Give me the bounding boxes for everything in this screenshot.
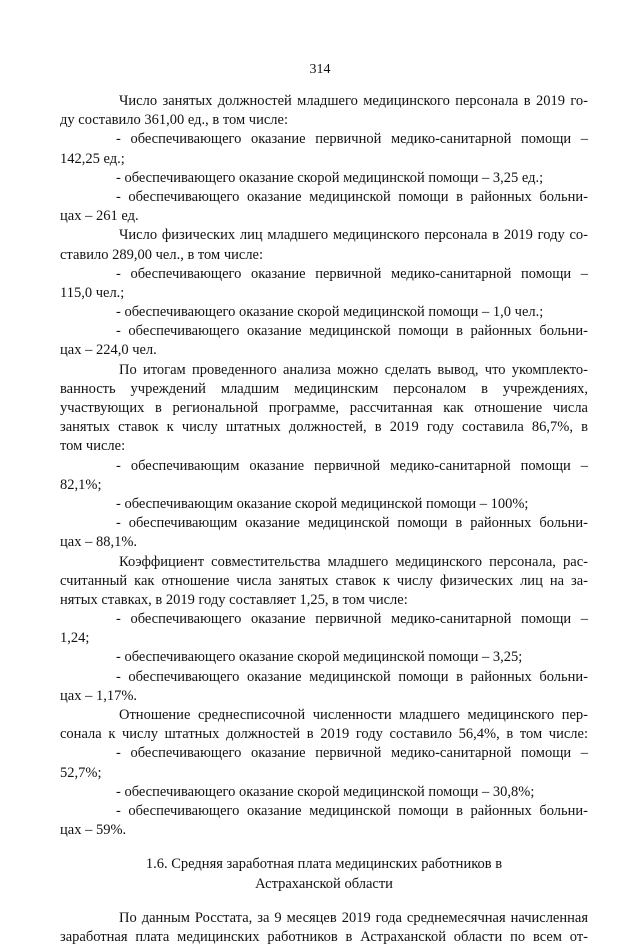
page-number: 314 bbox=[309, 62, 331, 77]
text-line: 1,24; bbox=[60, 630, 90, 647]
text-line: - обеспечивающего оказание первичной медико-санитарной помощи – bbox=[116, 745, 588, 762]
text-line: занятых ставок к числу штатных должностей, в 2019 году составила 86,7%, в bbox=[60, 419, 588, 436]
text-line: Число занятых должностей младшего медицинского персонала в 2019 го- bbox=[119, 93, 588, 109]
text-line: Отношение среднесписочной численности младшего медицинского пер- bbox=[119, 707, 588, 723]
text-line: - обеспечивающим оказание первичной медико-санитарной помощи – bbox=[116, 457, 588, 474]
text-line: 142,25 ед.; bbox=[60, 150, 125, 167]
text-line: цах – 88,1%. bbox=[60, 534, 138, 551]
text-line: Астраханской области bbox=[255, 875, 393, 892]
text-line: сонала к числу штатных должностей в 2019 году составило 56,4%, в том числе: bbox=[60, 726, 588, 743]
text-line: 115,0 чел.; bbox=[60, 284, 125, 301]
text-line: 52,7%; bbox=[60, 764, 102, 781]
text-line: - обеспечивающего оказание медицинской помощи в районных больни- bbox=[116, 802, 588, 819]
text-line: - обеспечивающего оказание медицинской помощи в районных больни- bbox=[116, 668, 588, 685]
text-line: - обеспечивающего оказание медицинской помощи в районных больни- bbox=[116, 188, 588, 205]
text-line: цах – 59%. bbox=[60, 822, 127, 839]
text-line: - обеспечивающего оказание первичной медико-санитарной помощи – bbox=[116, 611, 588, 628]
text-line: считанный как отношение числа занятых ставок к числу физических лиц на за- bbox=[60, 572, 588, 589]
text-line: ду составило 361,00 ед., в том числе: bbox=[60, 112, 288, 129]
text-line: - обеспечивающим оказание медицинской помощи в районных больни- bbox=[116, 515, 588, 532]
text-line: - обеспечивающего оказание первичной медико-санитарной помощи – bbox=[116, 265, 588, 282]
text-line: том числе: bbox=[60, 438, 126, 455]
text-line: ванность учреждений младшим медицинским персоналом в учреждениях, bbox=[60, 380, 588, 397]
text-line: Коэффициент совместительства младшего медицинского персонала, рас- bbox=[119, 553, 588, 570]
text-line: цах – 1,17%. bbox=[60, 687, 138, 704]
text-line: заработная плата медицинских работников в Астраханской области по всем от- bbox=[60, 928, 588, 945]
text-line: - обеспечивающего оказание первичной медико-санитарной помощи – bbox=[116, 131, 588, 148]
text-line: 82,1%; bbox=[60, 476, 102, 493]
text-line: цах – 224,0 чел. bbox=[60, 342, 157, 359]
text-line: - обеспечивающего оказание скорой медицинской помощи – 30,8%; bbox=[116, 783, 535, 800]
text-line: Число физических лиц младшего медицинского персонала в 2019 году со- bbox=[119, 227, 588, 244]
text-line: - обеспечивающего оказание скорой медицинской помощи – 1,0 чел.; bbox=[116, 304, 544, 321]
text-line: ставило 289,00 чел., в том числе: bbox=[60, 246, 264, 263]
text-line: 1.6. Средняя заработная плата медицинских работников в bbox=[145, 856, 503, 873]
text-line: По данным Росстата, за 9 месяцев 2019 года среднемесячная начисленная bbox=[119, 909, 588, 926]
document-body bbox=[60, 92, 588, 947]
text-line: цах – 261 ед. bbox=[60, 208, 139, 225]
text-line: нятых ставках, в 2019 году составляет 1,25, в том числе: bbox=[60, 591, 408, 608]
text-line: - обеспечивающего оказание медицинской помощи в районных больни- bbox=[116, 323, 588, 340]
text-line: По итогам проведенного анализа можно сделать вывод, что укомплекто- bbox=[119, 361, 588, 378]
text-line: - обеспечивающим оказание скорой медицинской помощи – 100%; bbox=[116, 495, 529, 512]
text-line: участвующих в региональной программе, рассчитанная как отношение числа bbox=[60, 400, 588, 416]
text-line: - обеспечивающего оказание скорой медицинской помощи – 3,25; bbox=[116, 649, 523, 666]
text-line: - обеспечивающего оказание скорой медицинской помощи – 3,25 ед.; bbox=[116, 169, 544, 186]
